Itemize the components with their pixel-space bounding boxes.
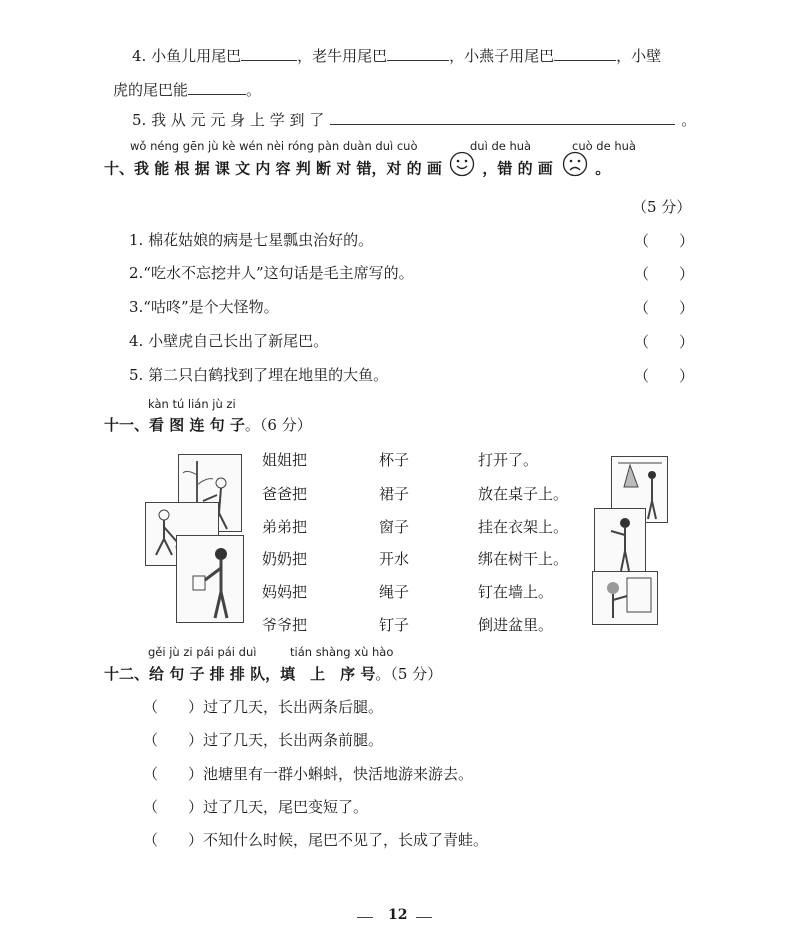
judge-item: 2.“吃水不忘挖井人”这句话是毛主席写的。 (129, 264, 414, 282)
match-subject[interactable]: 奶奶把 (262, 550, 308, 568)
answer-blank[interactable] (330, 110, 675, 125)
smiley-face-icon (449, 151, 475, 181)
match-action[interactable]: 挂在衣架上。 (478, 518, 569, 536)
order-answer-paren[interactable]: （ ） (143, 798, 204, 816)
judge-answer-paren[interactable]: （ ） (634, 265, 695, 283)
match-object[interactable]: 杯子 (379, 451, 410, 469)
match-subject[interactable]: 妈妈把 (262, 583, 308, 601)
illustration-nail-wall (594, 508, 646, 575)
match-action[interactable]: 钉在墙上。 (478, 583, 554, 601)
footer-divider-left (357, 917, 373, 918)
pinyin-line: cuò de huà (572, 139, 636, 153)
order-answer-paren[interactable]: （ ） (143, 731, 204, 749)
judge-item: 5. 第二只白鹤找到了埋在地里的大鱼。 (129, 366, 389, 384)
pinyin-line: kàn tú lián jù zi (148, 397, 236, 411)
pinyin-line: duì de huà (470, 139, 532, 153)
order-item: （ ）不知什么时候，尾巴不见了，长成了青蛙。 (143, 831, 489, 849)
order-item: （ ）过了几天，长出两条前腿。 (143, 731, 384, 749)
judge-item: 3.“咕咚”是个大怪物。 (129, 298, 279, 316)
answer-blank[interactable] (188, 80, 246, 95)
judge-item: 4. 小壁虎自己长出了新尾巴。 (129, 332, 329, 350)
match-object[interactable]: 绳子 (379, 583, 410, 601)
sad-face-icon (562, 151, 588, 181)
judge-answer-paren[interactable]: （ ） (634, 232, 695, 250)
match-subject[interactable]: 姐姐把 (262, 451, 308, 469)
pinyin-line: tián shàng xù hào (290, 645, 394, 659)
match-object[interactable]: 钉子 (379, 616, 410, 634)
illustration-kettle (176, 535, 244, 623)
judge-answer-paren[interactable]: （ ） (634, 333, 695, 351)
match-action[interactable]: 绑在树干上。 (478, 550, 569, 568)
pinyin-line: gěi jù zi pái pái duì (148, 645, 257, 659)
order-item: （ ）过了几天，尾巴变短了。 (143, 798, 369, 816)
order-item: （ ）池塘里有一群小蝌蚪，快活地游来游去。 (143, 765, 474, 783)
match-subject[interactable]: 弟弟把 (262, 518, 308, 536)
section-11-title: 十一、看 图 连 句 子。（6 分） (104, 416, 312, 434)
fill-q4-line2: 虎的尾巴能 。 (113, 81, 262, 99)
match-subject[interactable]: 爸爸把 (262, 485, 308, 503)
answer-blank[interactable] (387, 46, 449, 61)
fill-q4-line1: 4. 小鱼儿用尾巴 ，老牛用尾巴 ，小燕子用尾巴 ，小壁 (132, 47, 662, 65)
illustration-window (592, 571, 658, 625)
section-12-title: 十二、给 句 子 排 排 队，填 上 序 号。（5 分） (104, 665, 443, 683)
page-number: 12 (388, 907, 408, 923)
match-object[interactable]: 窗子 (379, 518, 410, 536)
order-answer-paren[interactable]: （ ） (143, 831, 204, 849)
judge-answer-paren[interactable]: （ ） (634, 367, 695, 385)
section-10-title: 十、我 能 根 据 课 文 内 容 判 断 对 错，对 的 画 ，错 的 画 。 (104, 157, 610, 181)
match-object[interactable]: 裙子 (379, 485, 410, 503)
pinyin-line: wǒ néng gēn jù kè wén nèi róng pàn duàn duì cuò (130, 139, 418, 153)
match-action[interactable]: 倒进盆里。 (478, 616, 554, 634)
answer-blank[interactable] (241, 46, 297, 61)
section-10-score: （5 分） (632, 198, 692, 216)
match-action[interactable]: 放在桌子上。 (478, 485, 569, 503)
match-subject[interactable]: 爷爷把 (262, 616, 308, 634)
judge-answer-paren[interactable]: （ ） (634, 299, 695, 317)
footer-divider-right (416, 917, 432, 918)
match-object[interactable]: 开水 (379, 550, 410, 568)
answer-blank[interactable] (554, 46, 616, 61)
order-answer-paren[interactable]: （ ） (143, 765, 204, 783)
order-answer-paren[interactable]: （ ） (143, 698, 204, 716)
order-item: （ ）过了几天，长出两条后腿。 (143, 698, 384, 716)
judge-item: 1. 棉花姑娘的病是七星瓢虫治好的。 (129, 231, 374, 249)
fill-q5: 5. 我 从 元 元 身 上 学 到 了 。 (132, 111, 697, 129)
match-action[interactable]: 打开了。 (478, 451, 539, 469)
